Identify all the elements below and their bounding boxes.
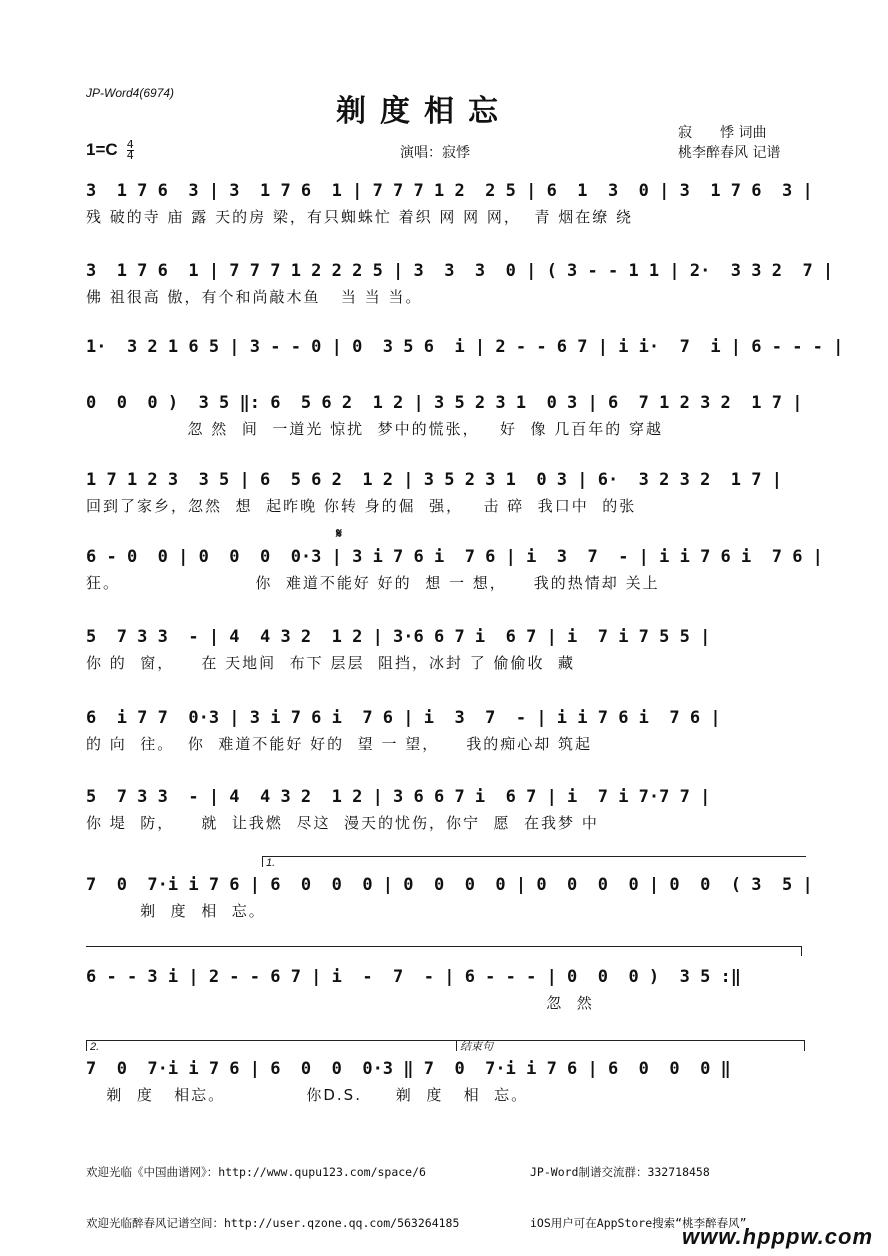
time-signature: $\frac{4}{4}$ [126, 138, 134, 162]
lyrics-line: 佛 祖很高 傲，有个和尚敲木鱼 当 当 当。 [86, 288, 423, 306]
page-title: 剃度相忘 [336, 94, 512, 129]
key-signature: 1=C [86, 140, 118, 159]
volta-end-tick [801, 946, 802, 956]
notes-line: 5 7 3 3 - | 4 4 3 2 1 2 | 3 6 6 7 i 6 7 | i 7 i 7·7 7 | [86, 787, 711, 807]
notes-line: 0 0 0 ) 3 5 ‖: 6 5 6 2 1 2 | 3 5 2 3 1 0 3 | 6 7 1 2 3 2 1 7 | [86, 393, 803, 413]
footer-right-line2: iOS用户可在AppStore搜索“桃李醉春风” [530, 1216, 747, 1230]
lyrics-line: 忽 然 [86, 994, 594, 1012]
volta-1-label: 1. [266, 857, 276, 869]
footer-left [86, 1130, 459, 1249]
lyrics-line: 残 破的寺 庙 露 天的房 梁，有只蜘蛛忙 着织 网 网 网， 青 烟在缭 绕 [86, 208, 633, 226]
transcriber: 桃李醉春风 记谱 [678, 145, 781, 161]
notes-line: 5 7 3 3 - | 4 4 3 2 1 2 | 3·6 6 7 i 6 7 | i 7 i 7 5 5 | [86, 627, 711, 647]
segno-sign: 𝄋 [336, 526, 343, 542]
notes-line: 3 1 7 6 1 | 7 7 7 1 2 2 2 5 | 3 3 3 0 | ( 3 - - 1 1 | 2· 3 3 2 7 | [86, 261, 834, 281]
ending-label: 结束句 [460, 1041, 493, 1053]
volta-continuation-line [86, 946, 802, 947]
footer-left-line1: 欢迎光临《中国曲谱网》：http://www.qupu123.com/space/6 [86, 1165, 426, 1179]
lyrics-line: 忽 然 间 一道光 惊扰 梦中的慌张， 好 像 几百年的 穿越 [86, 420, 664, 438]
lyrics-line: 回到了家乡，忽然 想 起昨晚 你转 身的倔 强， 击 碎 我口中 的张 [86, 497, 637, 515]
footer-right-line1: JP-Word制谱交流群：332718458 [530, 1165, 710, 1179]
volta-2-bracket [86, 1040, 456, 1051]
lyricist-composer: 寂 悸 词曲 [678, 125, 767, 141]
notes-line: 6 - 0 0 | 0 0 0 0·3 | 3 i 7 6 i 7 6 | i 3 7 - | i i 7 6 i 7 6 | [86, 547, 823, 567]
watermark-text: www.hpppw.com [682, 1224, 874, 1249]
notes-line: 7 0 7·i i 7 6 | 6 0 0 0·3 ‖ 7 0 7·i i 7 6 | 6 0 0 0 ‖ [86, 1059, 731, 1079]
lyrics-line [86, 362, 811, 384]
lyrics-line: 你 堤 防， 就 让我燃 尽这 漫天的忧伤，你宁 愿 在我梦 中 [86, 814, 599, 832]
volta-2-label: 2. [90, 1041, 100, 1053]
software-tag: JP-Word4(6974) [86, 86, 175, 100]
notes-line: 1· 3 2 1 6 5 | 3 - - 0 | 0 3 5 6 i | 2 - - 6 7 | i i· 7 i | 6 - - - | [86, 337, 844, 357]
lyrics-line: 剃 度 相 忘。 [86, 902, 266, 920]
lyrics-line: 的 向 往。 你 难道不能好 好的 望 一 望， 我的痴心却 筑起 [86, 735, 593, 753]
notes-line: 1 7 1 2 3 3 5 | 6 5 6 2 1 2 | 3 5 2 3 1 0 3 | 6· 3 2 3 2 1 7 | [86, 470, 782, 490]
notes-line: 6 i 7 7 0·3 | 3 i 7 6 i 7 6 | i 3 7 - | i i 7 6 i 7 6 | [86, 708, 721, 728]
notes-line: 7 0 7·i i 7 6 | 6 0 0 0 | 0 0 0 0 | 0 0 0 0 | 0 0 ( 3 5 | [86, 875, 813, 895]
notes-line: 6 - - 3 i | 2 - - 6 7 | i - 7 - | 6 - - - | 0 0 0 ) 3 5 :‖ [86, 967, 742, 987]
lyrics-line: 剃 度 相忘。 你D.S. 剃 度 相 忘。 [86, 1086, 529, 1104]
lyrics-line: 狂。 你 难道不能好 好的 想 一 想， 我的热情却 关上 [86, 574, 660, 592]
footer-left-line2: 欢迎光临醉春风记谱空间：http://user.qzone.qq.com/563264185 [86, 1216, 460, 1230]
volta-1-bracket [262, 856, 806, 867]
key-time-signature [86, 140, 134, 161]
lyrics-line: 你 的 窗， 在 天地间 布下 层层 阻挡，冰封 了 偷偷收 藏 [86, 654, 576, 672]
ending-bracket [456, 1040, 805, 1051]
notes-line: 3 1 7 6 3 | 3 1 7 6 1 | 7 7 7 1 2 2 5 | 6 1 3 0 | 3 1 7 6 3 | [86, 181, 813, 201]
singer: 演唱：寂悸 [400, 145, 470, 161]
